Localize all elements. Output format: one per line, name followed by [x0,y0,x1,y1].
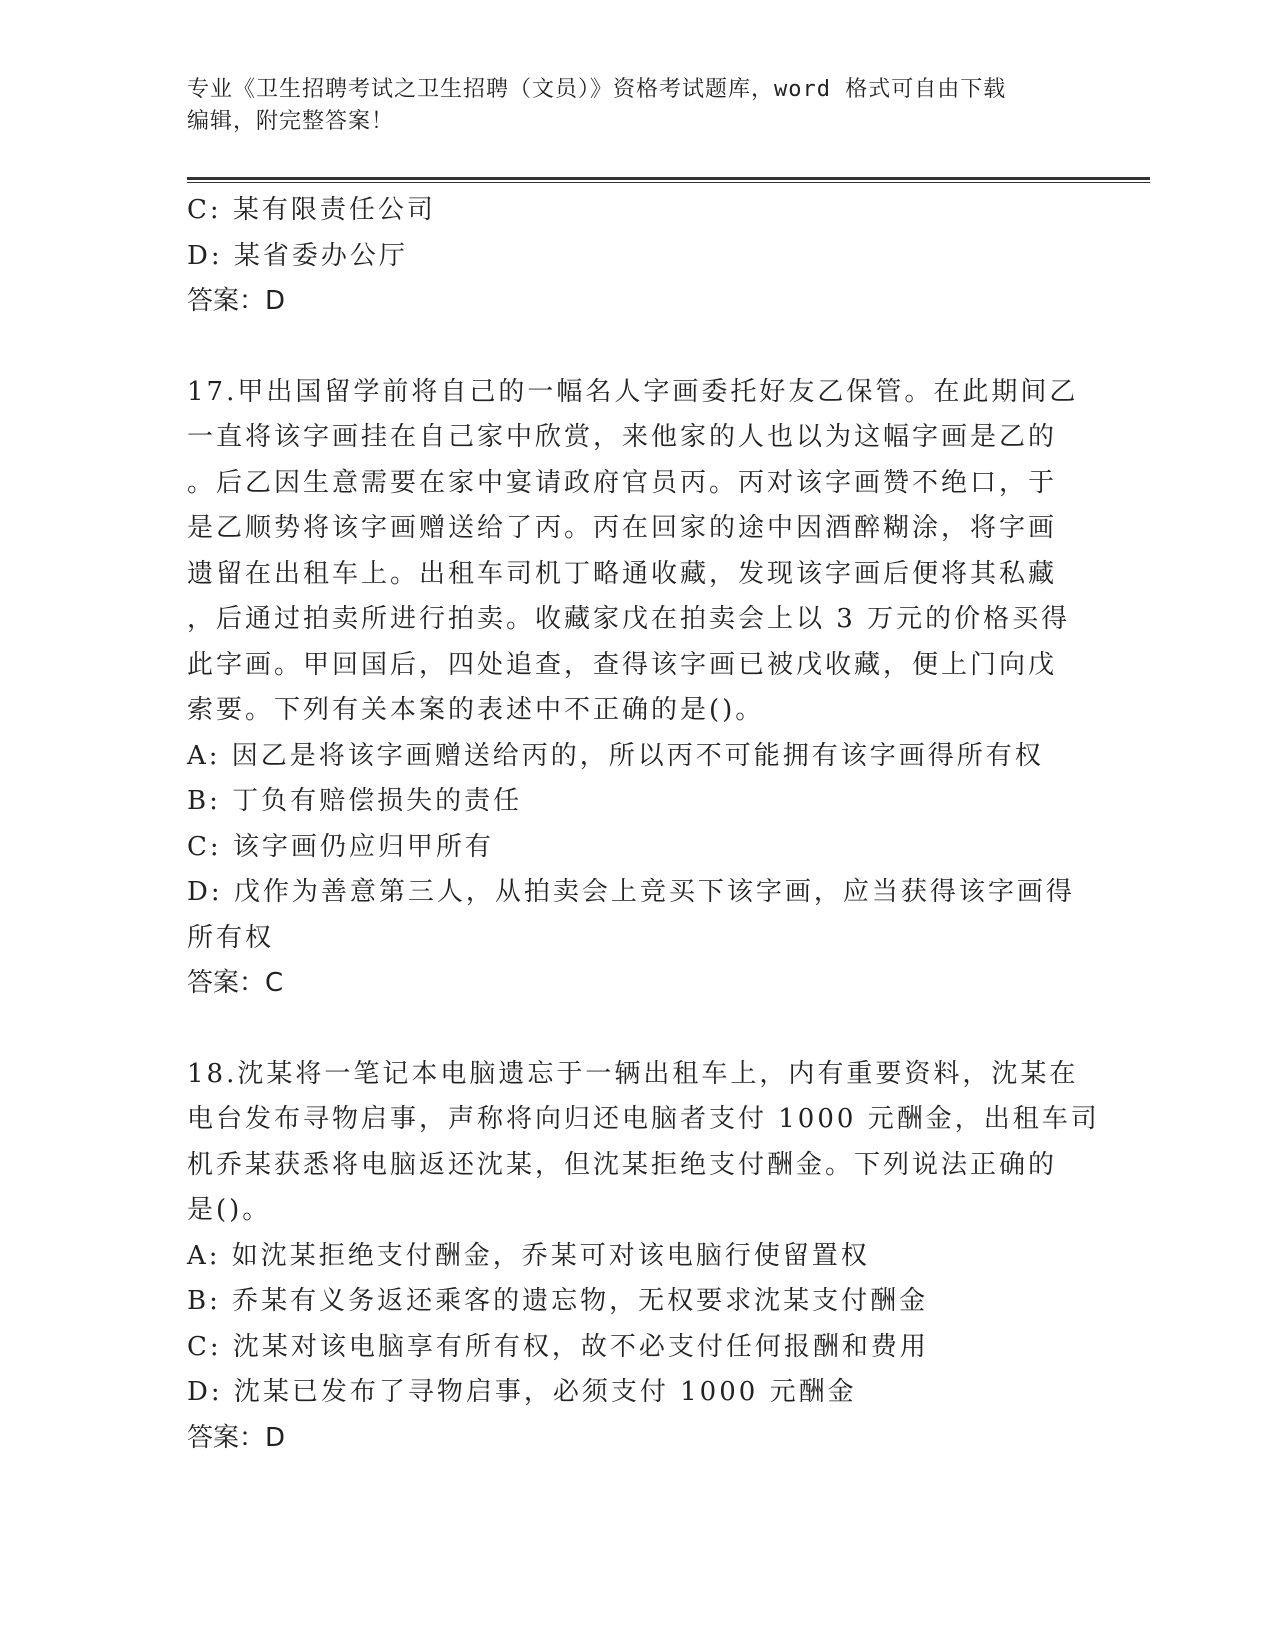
option-c: C: 某有限责任公司 [187,195,436,225]
option-c: C: 该字画仍应归甲所有 [187,831,494,862]
header-line-1: 专业《卫生招聘考试之卫生招聘（文员）》资格考试题库，word 格式可自由下载 [187,77,1007,102]
spacer [187,325,1067,370]
option-d: D: 某省委办公厅 [187,240,408,271]
question-stem-line: 是()。 [187,1195,272,1225]
document-header [187,74,1067,138]
question-stem-line: 遗留在出租车上。出租车司机丁略通收藏，发现该字画后便将其私藏 [187,558,1058,589]
header-divider-thick [187,177,1150,180]
question-stem-line: ，后通过拍卖所进行拍卖。收藏家戊在拍卖会上以 3 万元的价格买得 [187,604,1071,634]
question-stem-line: 是乙顺势将该字画赠送给了丙。丙在回家的途中因酒醉糊涂，将字画 [187,513,1058,543]
option-d-continued: 所有权 [187,922,275,953]
question-stem-line: 17.甲出国留学前将自己的一幅名人字画委托好友乙保管。在此期间乙 [187,376,1079,407]
question-stem-line: 。后乙因生意需要在家中宴请政府官员丙。丙对该字画赞不绝口，于 [187,467,1058,498]
question-stem-line: 机乔某获悉将电脑返还沈某，但沈某拒绝支付酬金。下列说法正确的 [187,1149,1058,1180]
question-16-tail [187,188,1067,325]
question-stem-line: 索要。下列有关本案的表述中不正确的是()。 [187,695,765,725]
option-c: C: 沈某对该电脑享有所有权，故不必支付任何报酬和费用 [187,1331,929,1362]
question-stem-line: 18.沈某将一笔记本电脑遗忘于一辆出租车上，内有重要资料，沈某在 [187,1058,1079,1089]
question-17 [187,370,1079,1007]
header-line-2: 编辑，附完整答案！ [187,109,395,134]
answer-label: 答案：D [187,286,286,316]
question-content [187,188,1100,1461]
option-d: D: 戊作为善意第三人，从拍卖会上竞买下该字画，应当获得该字画得 [187,877,1075,907]
option-a: A: 因乙是将该字画赠送给丙的，所以丙不可能拥有该字画得所有权 [187,740,1044,771]
answer-label: 答案：D [187,1422,286,1453]
option-d: D: 沈某已发布了寻物启事，必须支付 1000 元酬金 [187,1377,857,1407]
question-stem-line: 一直将该字画挂在自己家中欣赏，来他家的人也以为这幅字画是乙的 [187,422,1058,452]
header-divider-thin [187,182,1150,183]
option-b: B: 乔某有义务返还乘客的遗忘物，无权要求沈某支付酬金 [187,1286,929,1316]
question-stem-line: 此字画。甲回国后，四处追查，查得该字画已被戊收藏，便上门向戊 [187,649,1058,680]
answer-label: 答案：C [187,968,284,998]
spacer [187,1007,1067,1052]
option-b: B: 丁负有赔偿损失的责任 [187,786,523,816]
question-stem-line: 电台发布寻物启事，声称将向归还电脑者支付 1000 元酬金，出租车司 [187,1104,1100,1134]
option-a: A: 如沈某拒绝支付酬金，乔某可对该电脑行使留置权 [187,1240,870,1271]
question-18 [187,1052,1100,1462]
